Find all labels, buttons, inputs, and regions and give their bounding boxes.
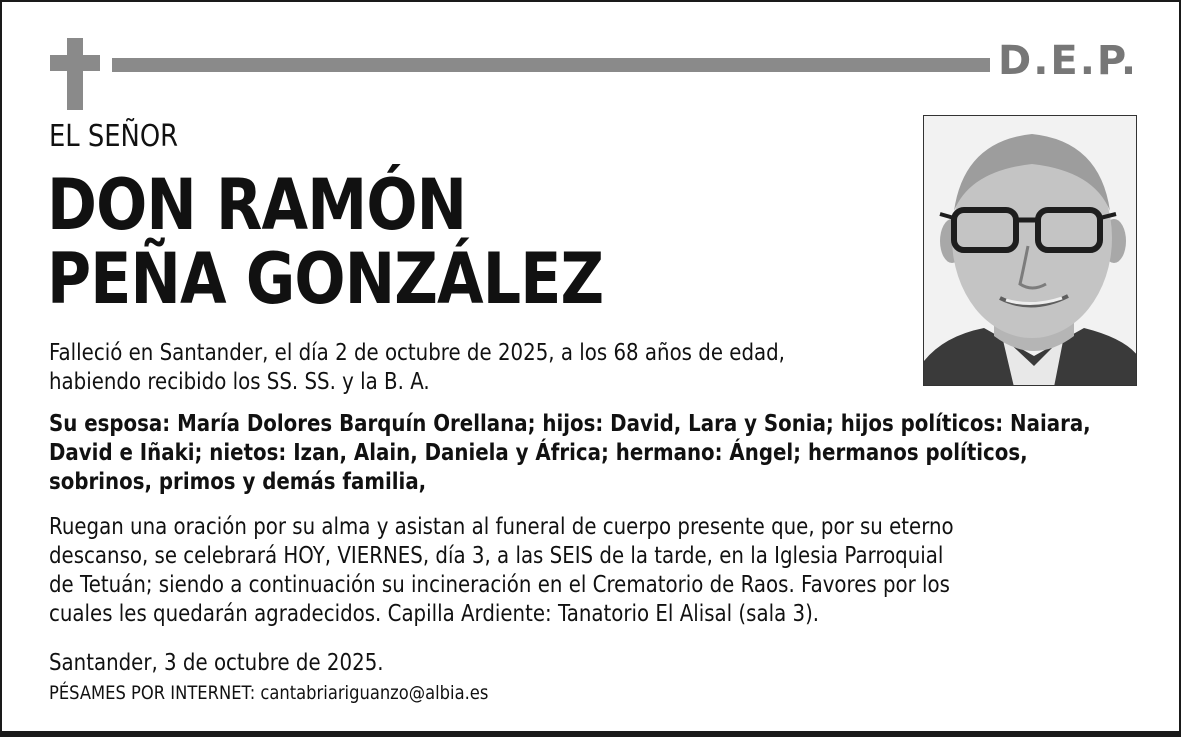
place-date: Santander, 3 de octubre de 2025.: [49, 650, 384, 676]
condolences-line: PÉSAMES POR INTERNET: cantabriariguanzo@albia.es: [49, 682, 489, 704]
name-line: PEÑA GONZÁLEZ: [47, 238, 604, 320]
bottom-border: [0, 731, 1181, 737]
request-line: de Tetuán; siendo a continuación su incineración en el Crematorio de Raos. Favores por los: [49, 572, 950, 598]
death-line: habiendo recibido los SS. SS. y la B. A.: [49, 369, 430, 395]
request-line: cuales les quedarán agradecidos. Capilla Ardiente: Tanatorio El Alisal (sala 3).: [49, 601, 820, 627]
death-notice: [49, 339, 785, 397]
request-line: descanso, se celebrará HOY, VIERNES, día 3, a las SEIS de la tarde, en la Iglesia Parroquial: [49, 543, 944, 569]
family-line: David e Iñaki; nietos: Izan, Alain, Daniela y África; hermano: Ángel; hermanos políticos,: [49, 440, 1028, 466]
portrait-photo: [923, 115, 1137, 386]
family-line: Su esposa: María Dolores Barquín Orellana; hijos: David, Lara y Sonia; hijos políticos: Naiara,: [49, 411, 1091, 437]
deceased-name: [47, 164, 604, 320]
cross-icon-vertical: [67, 38, 83, 110]
family-line: sobrinos, primos y demás familia,: [49, 469, 427, 495]
name-line: DON RAMÓN: [47, 164, 467, 246]
request-line: Ruegan una oración por su alma y asistan al funeral de cuerpo presente que, por su eterno: [49, 514, 954, 540]
header-rule: [112, 58, 990, 72]
family-list: [49, 410, 1091, 497]
cross-icon-horizontal: [50, 55, 100, 71]
lead-title: EL SEÑOR: [49, 119, 179, 154]
funeral-request: [49, 513, 954, 629]
dep-label: D.E.P.: [998, 38, 1139, 84]
death-line: Falleció en Santander, el día 2 de octubre de 2025, a los 68 años de edad,: [49, 340, 785, 366]
